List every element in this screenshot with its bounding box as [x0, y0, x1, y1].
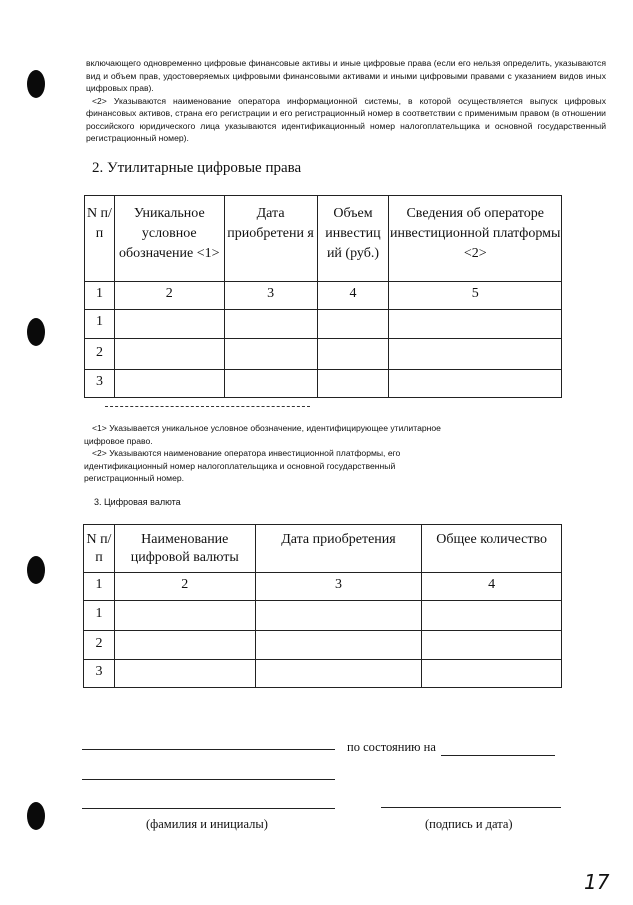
table-row — [85, 339, 562, 370]
column-number-row — [84, 573, 562, 601]
sign-caption: (подпись и дата) — [425, 817, 513, 831]
footnote-2: <2> Указываются наименование оператора инвестиционной платформы, его идентификационный номер налогоплательщика и основной государственный регистрационный номер. — [84, 448, 401, 483]
section2-footnotes — [84, 422, 464, 485]
empty-cell[interactable] — [114, 370, 224, 398]
empty-cell[interactable] — [224, 370, 317, 398]
table-row — [85, 310, 562, 339]
empty-cell[interactable] — [255, 601, 422, 631]
status-date-label: по состоянию на — [347, 740, 436, 754]
column-number: 3 — [224, 282, 317, 310]
column-number: 4 — [317, 282, 389, 310]
empty-cell[interactable] — [389, 370, 562, 398]
header-cell: Уникальное условное обозначение <1> — [114, 196, 224, 282]
header-cell: N п/п — [84, 525, 115, 573]
footnote-1: <1> Указывается уникальное условное обозначение, идентифицирующее утилитарное цифровое право. — [84, 423, 441, 446]
table-row — [84, 631, 562, 660]
row-number: 1 — [85, 310, 115, 339]
empty-cell[interactable] — [422, 631, 562, 660]
empty-cell[interactable] — [255, 660, 422, 688]
header-cell: Дата приобретения — [255, 525, 422, 573]
empty-cell[interactable] — [317, 370, 389, 398]
empty-cell[interactable] — [422, 601, 562, 631]
top-footnote-p2: <2> Указываются наименование оператора информационной системы, в которой осуществляется выпуск цифровых финансовых активов, страна его регистрации и его регистрационный номер в соответствии с применимым правом (в отношении российского юридического лица указываются идентификационный номер налогоплательщика и основной государственный регистрационный номер). — [86, 95, 606, 143]
empty-cell[interactable] — [224, 339, 317, 370]
table-row — [85, 370, 562, 398]
column-number: 4 — [422, 573, 562, 601]
signature-line[interactable] — [82, 779, 335, 780]
digital-currency-table — [83, 524, 562, 688]
top-footnote-p1: включающего одновременно цифровые финансовые активы и иные цифровые права (если его нельзя определить, указываются вид и объем прав, удостоверяемых цифровыми финансовыми активами и иными цифровыми правами с указанием видов иных цифровых прав). — [86, 58, 606, 93]
column-number: 2 — [114, 282, 224, 310]
empty-cell[interactable] — [114, 660, 255, 688]
row-number: 2 — [85, 339, 115, 370]
header-cell: N п/п — [85, 196, 115, 282]
punch-hole — [27, 70, 45, 98]
empty-cell[interactable] — [114, 339, 224, 370]
name-caption: (фамилия и инициалы) — [146, 817, 268, 831]
table-header-row — [85, 196, 562, 282]
empty-cell[interactable] — [389, 339, 562, 370]
punch-hole — [27, 318, 45, 346]
table-row — [84, 601, 562, 631]
punch-hole — [27, 802, 45, 830]
empty-cell[interactable] — [255, 631, 422, 660]
header-cell: Дата приобретени я — [224, 196, 317, 282]
signature-line[interactable] — [82, 749, 335, 750]
name-line[interactable] — [82, 808, 335, 809]
table-header-row — [84, 525, 562, 573]
table-row — [84, 660, 562, 688]
empty-cell[interactable] — [389, 310, 562, 339]
empty-cell[interactable] — [224, 310, 317, 339]
column-number-row — [85, 282, 562, 310]
page-number: 17 — [584, 870, 610, 894]
top-footnote — [86, 57, 606, 145]
empty-cell[interactable] — [422, 660, 562, 688]
punch-hole — [27, 556, 45, 584]
section2-title: 2. Утилитарные цифровые права — [92, 160, 302, 176]
row-number: 2 — [84, 631, 115, 660]
header-cell: Общее количество — [422, 525, 562, 573]
empty-cell[interactable] — [114, 601, 255, 631]
column-number: 1 — [85, 282, 115, 310]
empty-cell[interactable] — [114, 631, 255, 660]
column-number: 2 — [114, 573, 255, 601]
empty-cell[interactable] — [114, 310, 224, 339]
header-cell: Объем инвестиц ий (руб.) — [317, 196, 389, 282]
empty-cell[interactable] — [317, 339, 389, 370]
header-cell: Сведения об операторе инвестиционной платформы <2> — [389, 196, 562, 282]
section3-title: 3. Цифровая валюта — [94, 497, 181, 507]
column-number: 3 — [255, 573, 422, 601]
sign-line[interactable] — [381, 807, 561, 808]
column-number: 5 — [389, 282, 562, 310]
status-date-field[interactable] — [441, 755, 555, 756]
row-number: 3 — [85, 370, 115, 398]
row-number: 1 — [84, 601, 115, 631]
empty-cell[interactable] — [317, 310, 389, 339]
row-number: 3 — [84, 660, 115, 688]
utilitarian-rights-table — [84, 195, 562, 398]
column-number: 1 — [84, 573, 115, 601]
header-cell: Наименование цифровой валюты — [114, 525, 255, 573]
footnote-separator — [105, 406, 310, 407]
